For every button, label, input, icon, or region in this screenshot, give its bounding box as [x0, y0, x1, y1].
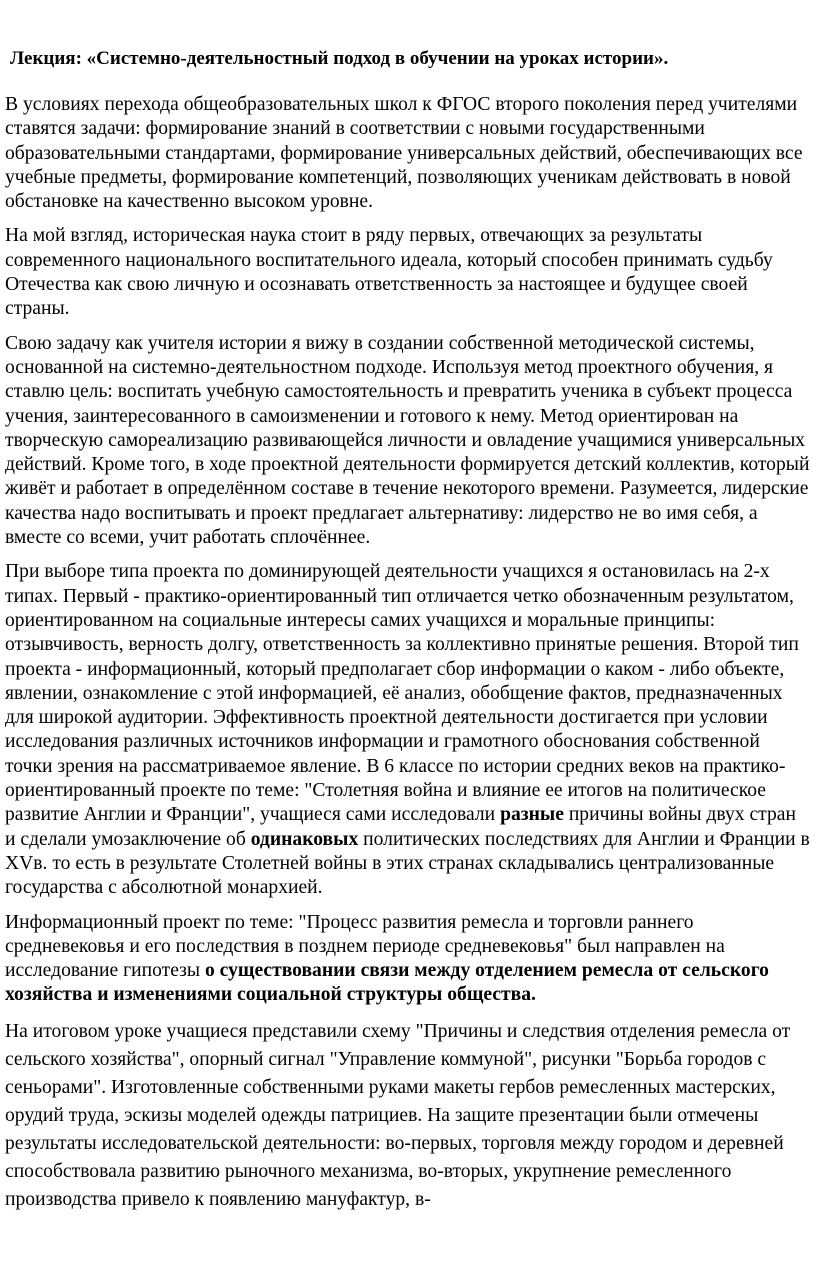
paragraph-history-science: На мой взгляд, историческая наука стоит в ряду первых, отвечающих за результаты современного национального воспитательного идеала, который способен принимать судьбу Отечества как свою личную и осознавать ответственность за настоящее и будущее своей страны.	[5, 225, 773, 320]
paragraph-project-types-part1: При выборе типа проекта по доминирующей деятельности учащихся я остановилась на 2-х типах. Первый - практико-ориентированный тип отличается четко обозначенным результатом, ориентированном на социальные интересы самих учащихся и моральные принципы: отзывчивость, верность долгу, ответственность за коллективно принятые решения. Второй тип проекта - информационный, который предполагает сбор информации о каком - либо объекте, явлении, ознакомление с этой информацией, её анализ, обобщение фактов, предназначенных для широкой аудитории. Эффективность проектной деятельности достигается при условии исследования различных источников информации и грамотного обоснования собственной точки зрения на рассматриваемое явление. В 6 классе по истории средних веков на практико-ориентированный проекте по теме: "Столетняя война и влияние ее итогов на политическое развитие Англии и Франции", учащиеся сами исследовали	[5, 561, 799, 826]
lecture-title: Лекция: «Системно-деятельностный подход в обучении на уроках истории».	[10, 48, 669, 69]
paragraph-project-types-part2: причины войны двух стран и сделали умозаключение об	[5, 804, 796, 850]
paragraph-project-types	[5, 560, 811, 900]
bold-different: разные	[500, 804, 564, 826]
bold-hypothesis: о существовании связи между отделением ремесла от сельского хозяйства и изменениями социальной структуры общества.	[5, 960, 769, 1006]
paragraph-project-types-part3: политических последствиях для Англии и Франции в XVв. то есть в результате Столетней войны в этих странах складывались централизованные государства с абсолютной монархией.	[5, 828, 810, 899]
paragraph-teacher-task: Свою задачу как учителя истории я вижу в создании собственной методической системы, основанной на системно-деятельностном подходе. Используя метод проектного обучения, я ставлю цель: воспитать учебную самостоятельность и превратить ученика в субъект процесса учения, заинтересованного в самоизменении и готового к нему. Метод ориентирован на творческую самореализацию развивающейся личности и овладение учащимися универсальных действий. Кроме того, в ходе проектной деятельности формируется детский коллектив, который живёт и работает в определённом составе в течение некоторого времени. Разумеется, лидерские качества надо воспитывать и проект предлагает альтернативу: лидерство не во имя себя, а вместе со всеми, учит работать сплочённее.	[5, 332, 810, 549]
bold-same: одинаковых	[250, 828, 359, 850]
paragraph-fgos: В условиях перехода общеобразовательных школ к ФГОС второго поколения перед учителями ставятся задачи: формирование знаний в соответствии с новыми государственными образовательными стандартами, формирование универсальных действий, обеспечивающих все учебные предметы, формирование компетенций, позволяющих ученикам действовать в новой обстановке на качественно высоком уровне.	[5, 94, 803, 213]
paragraph-info-project-part1: Информационный проект по теме: "Процесс развития ремесла и торговли раннего средневековья и его последствия в позднем периоде средневековья" был направлен на исследование гипотезы	[5, 911, 725, 982]
paragraph-final-lesson: На итоговом уроке учащиеся представили схему "Причины и следствия отделения ремесла от сельского хозяйства", опорный сигнал "Управление коммуной", рисунки "Борьба городов с сеньорами". Изготовленные собственными руками макеты гербов ремесленных мастерских, орудий труда, эскизы моделей одежды патрициев. На защите презентации были отмечены результаты исследовательской деятельности: во-первых, торговля между городом и деревней способствовала развитию рыночного механизма, во-вторых, укрупнение ремесленного производства привело к появлению мануфактур, в-	[5, 1020, 791, 1210]
paragraph-info-project	[5, 911, 811, 1008]
document-body	[5, 93, 811, 1224]
